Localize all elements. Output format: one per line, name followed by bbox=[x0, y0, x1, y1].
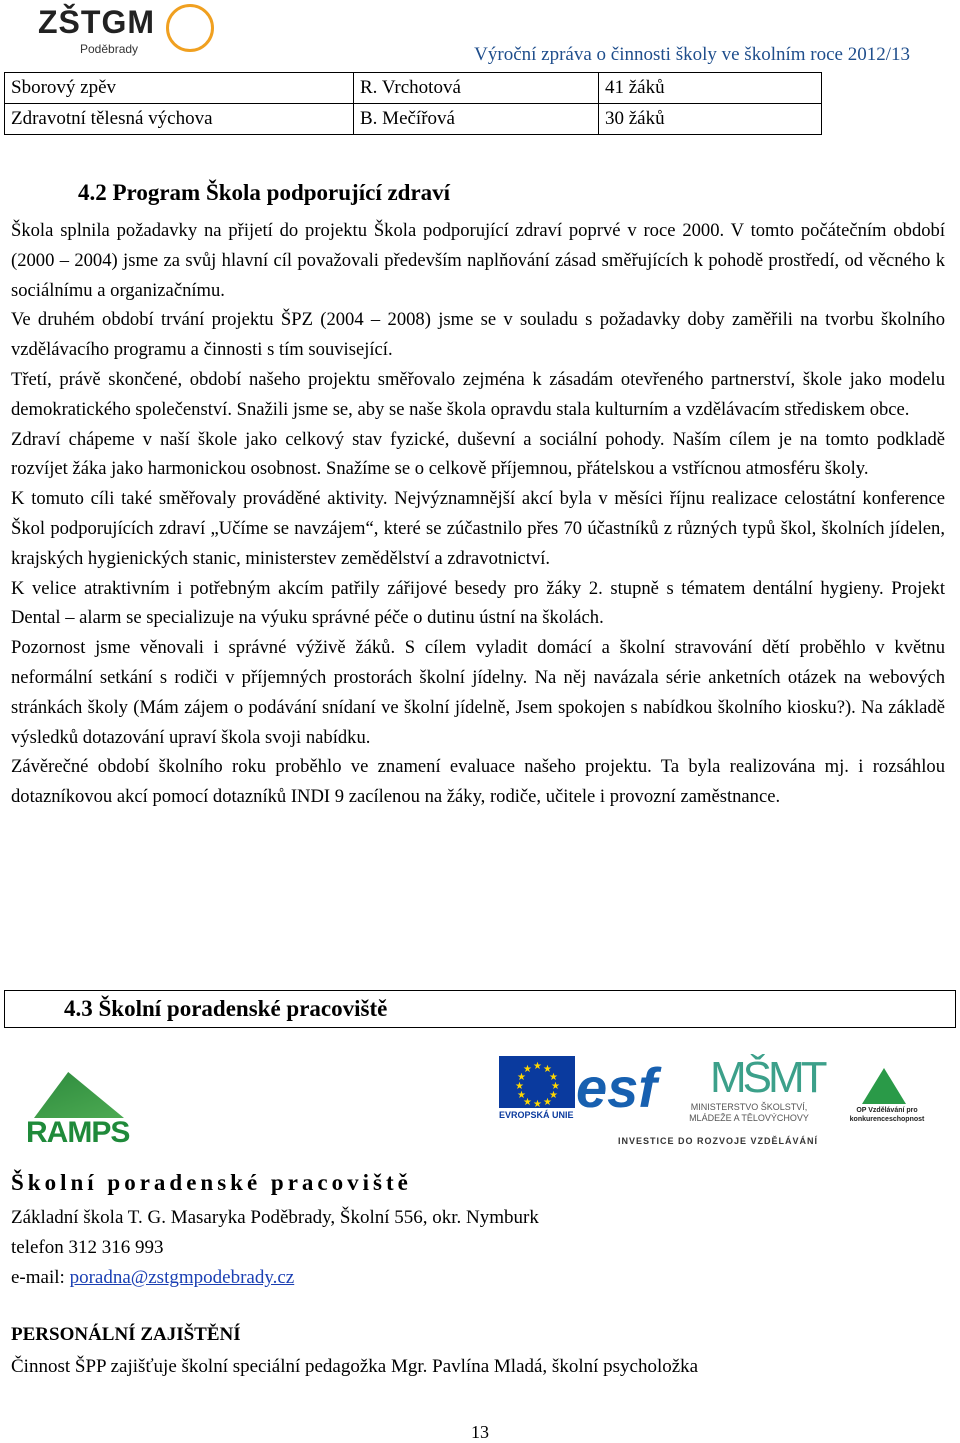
logo-subtext: Poděbrady bbox=[80, 42, 139, 56]
op-sign-icon bbox=[862, 1068, 906, 1104]
paragraph: Závěrečné období školního roku proběhlo ve znamení evaluace našeho projektu. Ta byla realizována mj. i rozsáhlou dotazníkovou akcí pomocí dotazníků INDI 9 zacílenou na žáky, rodiče, učitele i provozní zaměstnance. bbox=[11, 756, 945, 808]
eu-flag-icon: ★ ★ ★ ★ ★ ★ ★ ★ ★ ★ ★ ★ bbox=[499, 1056, 575, 1108]
count-cell: 30 žáků bbox=[599, 104, 822, 135]
paragraph: Pozornost jsme věnovali i správné výživě žáků. S cílem vyladit domácí a školní stravování dětí proběhlo v květnu neformální setkání s rodiči v příjemných prostorách školní jídelny. Na něj navázala série anketních otázek na webových stránkách školy (Mám zájem o podávání snídaní ve školní jídelně, Jsem spokojen s nabídkou školního kiosku?). Na základě výsledků dotazování upraví škola svoji nabídku. bbox=[11, 637, 945, 748]
email-label: e-mail: bbox=[11, 1267, 70, 1288]
spp-address: Základní škola T. G. Masaryka Poděbrady, Školní 556, okr. Nymburk bbox=[11, 1207, 539, 1228]
op-logo bbox=[832, 1068, 942, 1130]
email-link[interactable]: poradna@zstgmpodebrady.cz bbox=[69, 1267, 295, 1288]
school-logo bbox=[38, 4, 228, 64]
teacher-cell: B. Mečířová bbox=[354, 104, 599, 135]
subject-cell: Sborový zpěv bbox=[5, 73, 354, 104]
report-title: Výroční zpráva o činnosti školy ve školním roce 2012/13 bbox=[474, 44, 910, 65]
subject-cell: Zdravotní tělesná výchova bbox=[5, 104, 354, 135]
sponsor-logos bbox=[0, 1050, 960, 1150]
page-header bbox=[0, 0, 960, 70]
op-label: OP Vzdělávání pro konkurenceschopnost bbox=[849, 1107, 925, 1123]
section-heading-4-3: 4.3 Školní poradenské pracoviště bbox=[64, 996, 388, 1021]
paragraph: Zdraví chápeme v naší škole jako celkový stav fyzické, duševní a sociální pohody. Naším cílem je na tomto podkladě rozvíjet žáka jako harmonickou osobnost. Snažíme se o celkově příjemnou, přátelskou a vstřícnou atmosféru školy. bbox=[11, 428, 945, 480]
ramps-logo bbox=[26, 1072, 138, 1148]
esf-logo: esf bbox=[576, 1056, 657, 1119]
paragraph: K velice atraktivním i potřebným akcím patřily zářijové besedy pro žáky 2. stupně s tématem dentální hygieny. Projekt Dental – alarm se specializuje na výuku správné péče o dutinu ústní na školách. bbox=[11, 577, 945, 629]
personal-heading: PERSONÁLNÍ ZAJIŠTĚNÍ bbox=[11, 1324, 241, 1345]
flower-icon bbox=[166, 4, 214, 52]
table-row bbox=[5, 104, 822, 135]
paragraph: Třetí, právě skončené, období našeho projektu směřovalo zejména k zásadám otevřeného partnerství, škole jako modelu demokratického společenství. Snažili jsme se, aby se naše škola opravdu stala kulturním a vzdělávacím střediskem obce. bbox=[11, 368, 945, 420]
msmt-logo: MŠMT bbox=[710, 1053, 824, 1102]
ramps-text: RAMPS bbox=[26, 1116, 130, 1149]
personal-text: Činnost ŠPP zajišťuje školní speciální pedagožka Mgr. Pavlína Mladá, školní psycholožka bbox=[11, 1356, 699, 1377]
page-number: 13 bbox=[471, 1422, 489, 1442]
eu-label: EVROPSKÁ UNIE bbox=[499, 1110, 574, 1120]
section-4-2-body bbox=[11, 216, 945, 812]
spp-email-line bbox=[11, 1267, 294, 1289]
table-row bbox=[5, 73, 822, 104]
invest-label: INVESTICE DO ROZVOJE VZDĚLÁVÁNÍ bbox=[618, 1136, 819, 1146]
spp-title: Školní poradenské pracoviště bbox=[11, 1170, 412, 1195]
teacher-cell: R. Vrchotová bbox=[354, 73, 599, 104]
paragraph: Škola splnila požadavky na přijetí do projektu Škola podporující zdraví poprvé v roce 2000. V tomto počátečním období (2000 – 2004) jsme za svůj hlavní cíl považovali především naplňování zásad směřujících k pohodě prostředí, od věcného k sociálnímu a organizačnímu. bbox=[11, 220, 945, 301]
logo-text: ZŠTGM bbox=[38, 4, 155, 40]
spp-phone: telefon 312 316 993 bbox=[11, 1237, 164, 1258]
roof-icon bbox=[34, 1072, 124, 1118]
msmt-label: MINISTERSTVO ŠKOLSTVÍ, MLÁDEŽE A TĚLOVÝCHOVY bbox=[689, 1102, 809, 1123]
count-cell: 41 žáků bbox=[599, 73, 822, 104]
paragraph: Ve druhém období trvání projektu ŠPZ (2004 – 2008) jsme se v souladu s požadavky doby zaměřili na tvorbu školního vzdělávacího programu a činnosti s tím související. bbox=[11, 309, 945, 361]
section-heading-4-2: 4.2 Program Škola podporující zdraví bbox=[78, 180, 451, 205]
paragraph: K tomuto cíli také směřovaly prováděné aktivity. Nejvýznamnější akcí byla v měsíci říjnu realizace celostátní konference Škol podporujících zdraví „Učíme se navzájem“, které se zúčastnilo přes 70 účastníků z různých typů škol, školních jídelen, krajských hygienických stanic, ministerstev zemědělství a zdravotnictví. bbox=[11, 488, 945, 569]
subjects-table bbox=[4, 72, 822, 135]
